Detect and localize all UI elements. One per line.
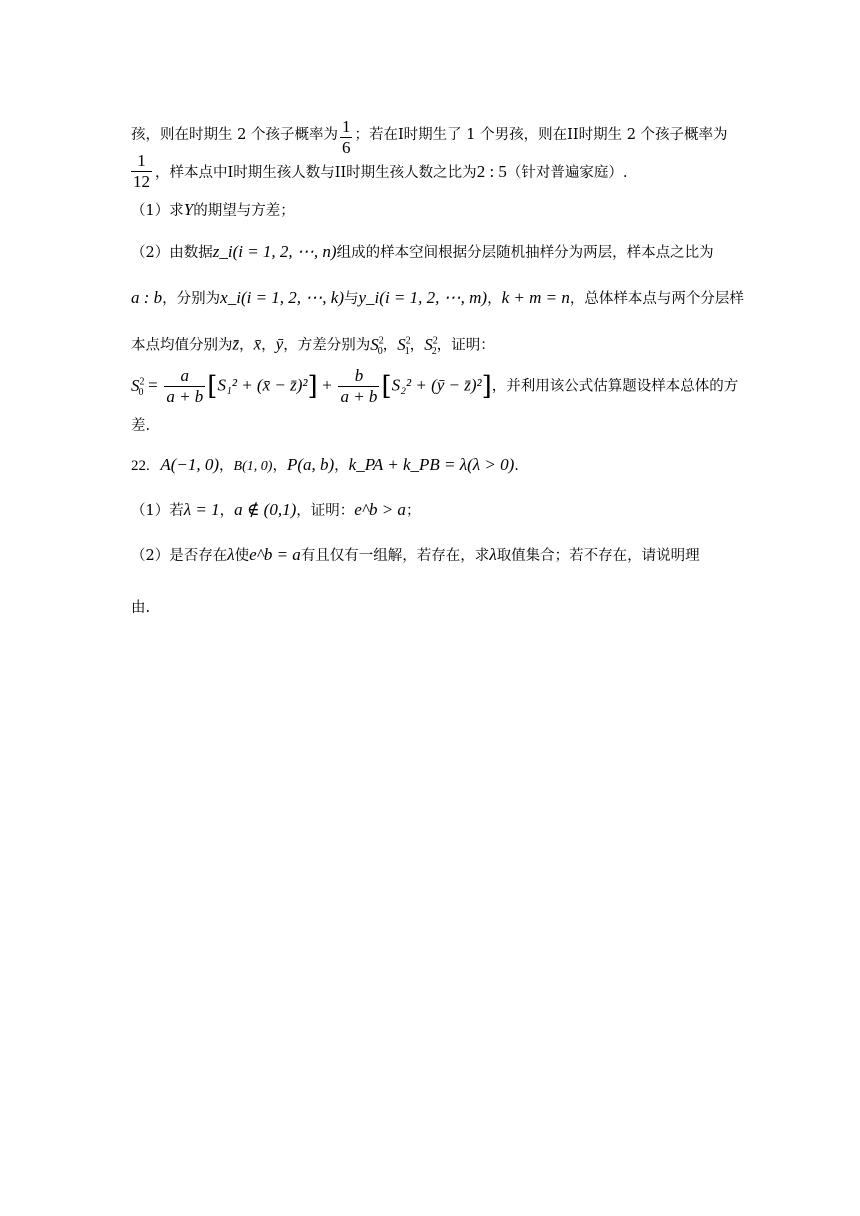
text-line-1 (131, 117, 728, 158)
formula-tail-text: ，并利用该公式估算题设样本总体的方 (491, 378, 739, 395)
line6-sep: ， (261, 337, 276, 354)
math-ratio-ab: a : b (131, 288, 163, 307)
point-b: B(1, 0) (233, 459, 273, 474)
lambda-symbol: λ (227, 545, 235, 564)
formula-plus: + (322, 375, 332, 395)
part-1-end: ； (405, 503, 421, 519)
lambda-equals-one: λ = 1 (183, 500, 220, 519)
part-2-label: （2）是否存在 (131, 548, 228, 564)
a-not-in-interval: a ∉ (0,1) (234, 500, 297, 519)
math-s2-squared: $S^2_2$ (424, 334, 438, 358)
part-2-text-d: 取值集合；若不存在，请说明理 (496, 548, 700, 564)
formula-lhs: $S^2_0$ (131, 375, 145, 398)
fraction-numerator: 1 (131, 151, 152, 172)
part-1-prove: ，证明： (296, 503, 355, 519)
q22-sep: ， (219, 458, 234, 474)
text-line-5 (131, 288, 744, 309)
math-x-bar: x̄ (253, 334, 262, 354)
math-y-i: y_i(i = 1, 2, ⋯, m) (358, 288, 488, 307)
line6-text-b: ，方差分别为 (283, 337, 371, 354)
text-line-3 (131, 200, 295, 221)
variable-y: Y (183, 200, 194, 219)
fraction-one-sixth (340, 117, 353, 158)
math-y-bar: ȳ (275, 334, 284, 354)
bracket-right: ] (307, 371, 318, 402)
text-line-2 (155, 162, 628, 183)
fraction-b-over-sum: $\frac{b}{a + b}$ (340, 366, 378, 406)
line5-text-d: ，总体样本点与两个分层样 (569, 291, 744, 307)
point-p: P(a, b) (286, 455, 335, 474)
text-line-6 (131, 331, 495, 362)
bracket-right: ] (481, 371, 492, 402)
line1-text-a: 孩，则在时期生 2 个孩子概率为 (131, 127, 338, 143)
line5-sep: ， (487, 291, 502, 307)
bracket-left: [ (381, 371, 392, 402)
line6-text-a: 本点均值分别为 (131, 337, 233, 354)
math-z-i: z_i(i = 1, 2, ⋯, n) (212, 242, 337, 261)
line6-sep: ， (239, 337, 254, 354)
line4-text-b: 组成的样本空间根据分层随机抽样分为两层，样本点之比为 (336, 245, 714, 261)
subquestion-2-label: （2）由数据 (131, 245, 213, 261)
subquestion-1-label: （1）求 (131, 203, 184, 219)
math-k-m-n: k + m = n (501, 288, 570, 307)
fraction-a-over-sum: $\frac{a}{a + b}$ (166, 366, 204, 406)
bracket-2-inner: S₂² + (ȳ − z̄)² (391, 375, 482, 395)
subquestion-1-text: 的期望与方差； (193, 203, 295, 219)
question-number: 22. (131, 458, 150, 474)
inequality-eb-gt-a: e^b > a (354, 500, 406, 519)
question-22-last-line (131, 598, 150, 618)
question-22-part-2 (131, 545, 700, 566)
part-2-text-b: 使 (234, 548, 250, 564)
bracket-1-inner: S₁² + (x̄ − z̄)² (217, 375, 308, 395)
formula-equals: = (148, 375, 158, 395)
variance-formula (131, 366, 738, 407)
part-2-text-c: 有且仅有一组解，若存在，求 (300, 548, 490, 564)
line5-text-a: ，分别为 (162, 291, 221, 307)
part-1-label: （1）若 (131, 503, 184, 519)
line6-text-c: ，证明： (436, 337, 495, 354)
q22-sep: ， (272, 458, 287, 474)
line1-text-b: ；若在I时期生了 1 个男孩，则在II时期生 2 个孩子概率为 (354, 127, 728, 143)
fraction-numerator: 1 (341, 117, 351, 136)
fraction-denominator: 6 (341, 138, 351, 157)
text-line-8 (131, 416, 150, 436)
math-s1-squared: $S^2_1$ (397, 334, 411, 358)
math-s0-squared: $S^2_0$ (370, 334, 384, 358)
q22-sep: ， (334, 458, 349, 474)
slope-condition: k_PA + k_PB = λ(λ > 0) (348, 455, 515, 474)
line5-text-b: 与 (344, 291, 359, 307)
last-line-text: 由. (131, 600, 151, 616)
lambda-symbol: λ (489, 545, 497, 564)
question-22-header (131, 455, 519, 477)
fraction-denominator: 12 (133, 172, 150, 191)
line2-text-a: ，样本点中I时期生孩人数与II时期生孩人数之比为 (155, 165, 477, 181)
point-a: A(−1, 0) (160, 455, 220, 474)
line6-sep: ， (409, 337, 425, 354)
line8-text: 差. (131, 418, 151, 434)
equation-eb-eq-a: e^b = a (249, 545, 301, 564)
fraction-one-twelfth (131, 151, 152, 192)
ratio-value: 2 : 5 (476, 162, 507, 181)
text-line-4 (131, 242, 714, 263)
line6-sep: ， (382, 337, 398, 354)
math-z-bar: z̄ (232, 334, 240, 354)
question-22-part-1 (131, 500, 420, 521)
q22-end: . (514, 458, 519, 474)
bracket-left: [ (207, 371, 218, 402)
part-1-sep: ， (219, 503, 235, 519)
line2-text-b: （针对普遍家庭）. (506, 165, 628, 181)
math-x-i: x_i(i = 1, 2, ⋯, k) (220, 288, 345, 307)
